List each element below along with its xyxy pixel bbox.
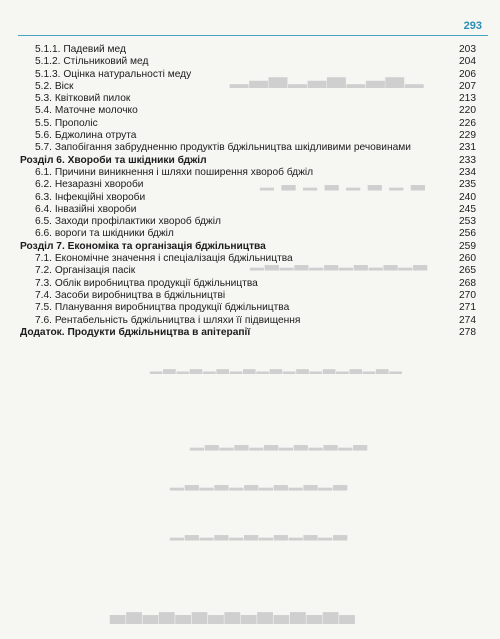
toc-entry-title: 5.1.3. Оцінка натуральності меду xyxy=(35,68,192,80)
toc-entry-page: 204 xyxy=(459,56,476,68)
toc-entry-title: 5.2. Віск xyxy=(35,80,74,92)
toc-entry-title: 6.1. Причини виникнення і шляхи поширення хвороб бджіл xyxy=(35,166,314,178)
toc-entry xyxy=(20,278,476,290)
toc-entry-page: 231 xyxy=(459,142,476,154)
toc-entry-page: 268 xyxy=(459,277,476,289)
toc-entry-title: 6.5. Заходи профілактики хвороб бджіл xyxy=(35,216,221,228)
toc-section xyxy=(20,327,476,339)
toc-section-title: Розділ 7. Економіка та організація бджільництва xyxy=(20,240,266,252)
toc-section-page: 259 xyxy=(459,240,476,252)
bleed-through-texture: ▃▄▃▄▃▄▃▄▃▄▃▄▃▄▃ xyxy=(110,600,356,624)
toc-entry-title: 6.4. Інвазійні хвороби xyxy=(35,203,137,215)
bleed-through-texture: ▁ ▂ ▁ ▂ ▁ ▂ ▁ ▂ xyxy=(260,170,426,191)
toc-entry-title: 7.3. Облік виробництва продукції бджільництва xyxy=(35,277,258,289)
toc-entry-title: 5.4. Маточне молочко xyxy=(35,105,138,117)
bleed-through-texture: ▁▂▁▂▁▂▁▂▁▂▁▂ xyxy=(190,430,369,451)
toc-entry xyxy=(20,204,476,216)
toc-entry-title: 6.2. Незаразні хвороби xyxy=(35,179,144,191)
toc-entry xyxy=(20,216,476,228)
toc-entry xyxy=(20,105,476,117)
toc-entry-title: 7.1. Економічне значення і спеціалізація бджільництва xyxy=(35,253,293,265)
toc-entry-page: 265 xyxy=(459,265,476,277)
toc-entry-page: 274 xyxy=(459,314,476,326)
toc-entry-title: 7.6. Рентабельність бджільництва і шляхи її підвищення xyxy=(35,314,301,326)
toc-entry-title: 5.5. Прополіс xyxy=(35,117,98,129)
toc-entry-page: 206 xyxy=(459,68,476,80)
bleed-through-texture: ▁▂▁▂▁▂▁▂▁▂▁▂ xyxy=(170,520,349,541)
toc-entry-page: 226 xyxy=(459,117,476,129)
bleed-through-texture: ▁▂▁▂▁▂▁▂▁▂▁▂ xyxy=(250,250,429,271)
toc-entry-page: 245 xyxy=(459,203,476,215)
toc-entry-page: 260 xyxy=(459,253,476,265)
toc-entry xyxy=(20,192,476,204)
toc-entry-page: 256 xyxy=(459,228,476,240)
toc-entry-page: 253 xyxy=(459,216,476,228)
toc-section-page: 233 xyxy=(459,154,476,166)
table-of-contents xyxy=(20,44,476,339)
toc-entry-page: 229 xyxy=(459,130,476,142)
toc-entry-page: 213 xyxy=(459,93,476,105)
bleed-through-texture: ▁▂▁▂▁▂▁▂▁▂▁▂▁▂▁▂▁▂▁ xyxy=(150,355,403,374)
toc-entry xyxy=(20,228,476,240)
toc-entry xyxy=(20,44,476,56)
toc-entry-title: 5.3. Квітковий пилок xyxy=(35,93,131,105)
toc-entry xyxy=(20,167,476,179)
toc-entry-page: 220 xyxy=(459,105,476,117)
toc-entry xyxy=(20,69,476,81)
bleed-through-texture: ▁▂▃▁▂▃▁▂▃▁ xyxy=(230,60,425,88)
toc-entry-page: 240 xyxy=(459,191,476,203)
toc-entry xyxy=(20,265,476,277)
toc-entry-page: 203 xyxy=(459,44,476,55)
toc-entry-page: 234 xyxy=(459,166,476,178)
toc-entry-title: 7.4. Засоби виробництва в бджільництві xyxy=(35,289,226,301)
toc-entry-title: 5.1.2. Стільниковий мед xyxy=(35,56,149,68)
toc-entry-title: 6.3. Інфекційні хвороби xyxy=(35,191,146,203)
toc-entry xyxy=(20,290,476,302)
toc-entry-page: 270 xyxy=(459,289,476,301)
toc-entry-title: 5.7. Запобігання забрудненню продуктів бджільництва шкідливими речовинами xyxy=(35,142,411,154)
toc-entry-page: 207 xyxy=(459,80,476,92)
toc-entry xyxy=(20,118,476,130)
toc-section-title: Додаток. Продукти бджільництва в апітерапії xyxy=(20,326,251,338)
toc-entry xyxy=(20,142,476,154)
toc-entry xyxy=(20,56,476,68)
toc-entry-title: 7.2. Організація пасік xyxy=(35,265,136,277)
toc-section-title: Розділ 6. Хвороби та шкідники бджіл xyxy=(20,154,207,166)
toc-entry-page: 235 xyxy=(459,179,476,191)
toc-entry xyxy=(20,81,476,93)
header-rule xyxy=(18,35,488,36)
toc-section xyxy=(20,155,476,167)
toc-entry xyxy=(20,302,476,314)
toc-entry xyxy=(20,315,476,327)
toc-entry xyxy=(20,179,476,191)
toc-entry xyxy=(20,253,476,265)
bleed-through-texture: ▁▂▁▂▁▂▁▂▁▂▁▂ xyxy=(170,470,349,491)
toc-entry-title: 6.6. вороги та шкідники бджіл xyxy=(35,228,174,240)
toc-entry xyxy=(20,130,476,142)
page-number: 293 xyxy=(463,20,482,32)
toc-entry xyxy=(20,93,476,105)
toc-entry-title: 5.1.1. Падевий мед xyxy=(35,44,126,55)
toc-entry-title: 5.6. Бджолина отрута xyxy=(35,130,137,142)
toc-section xyxy=(20,241,476,253)
toc-entry-page: 271 xyxy=(459,302,476,314)
toc-entry-title: 7.5. Планування виробництва продукції бджільництва xyxy=(35,302,290,314)
toc-section-page: 278 xyxy=(459,326,476,338)
